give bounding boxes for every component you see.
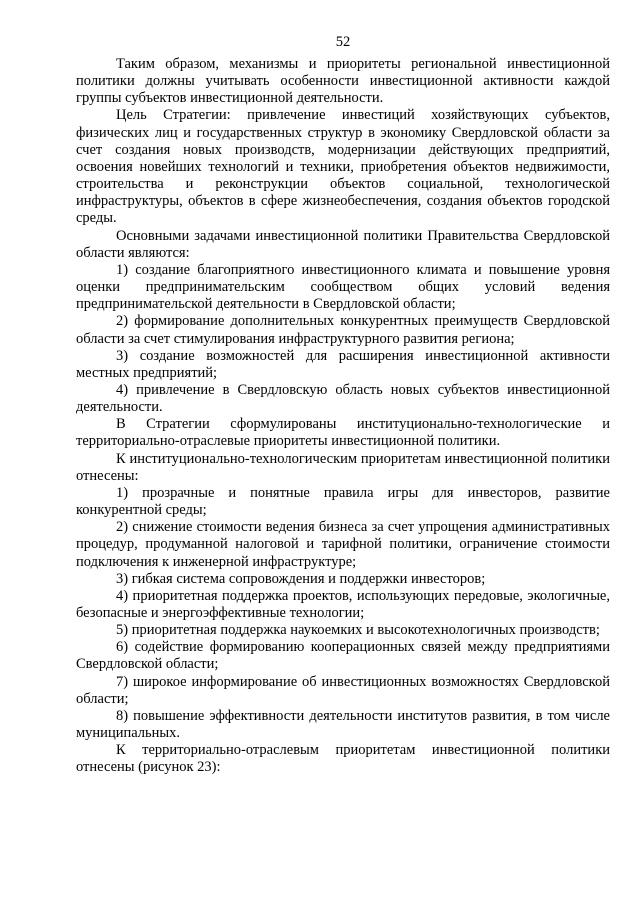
page-number: 52	[335, 34, 351, 50]
paragraph-intro: Таким образом, механизмы и приоритеты региональной инвестиционной политики должны учитывать особенности инвестиционной активности каждой группы субъектов инвестиционной деятельности.	[76, 56, 610, 107]
list-item-priority-4: 4) приоритетная поддержка проектов, использующих передовые, экологичные, безопасные и энергоэффективные технологии;	[76, 587, 610, 621]
list-item-priority-5: 5) приоритетная поддержка наукоемких и высокотехнологичных производств;	[116, 622, 600, 639]
paragraph-tasks-heading: Основными задачами инвестиционной политики Правительства Свердловской области являются:	[76, 227, 610, 261]
document-page	[76, 34, 610, 777]
document-body	[76, 56, 610, 777]
paragraph-institutional-heading: К институционально-технологическим приоритетам инвестиционной политики отнесены:	[76, 450, 610, 484]
list-item-priority-2: 2) снижение стоимости ведения бизнеса за счет упрощения административных процедур, продуманной налоговой и тарифной политики, ограничение стоимости подключения к инженерной инфраструктуре;	[76, 519, 610, 570]
list-item-priority-7: 7) широкое информирование об инвестиционных возможностях Свердловской области;	[76, 673, 610, 707]
paragraph-territorial-heading: К территориально-отраслевым приоритетам инвестиционной политики отнесены (рисунок 23):	[76, 742, 610, 776]
paragraph-priorities-overview: В Стратегии сформулированы институционально-технологические и территориально-отраслевые приоритеты инвестиционной политики.	[76, 416, 610, 450]
list-item-task-4: 4) привлечение в Свердловскую область новых субъектов инвестиционной деятельности.	[76, 381, 610, 416]
paragraph-strategy-goal: Цель Стратегии: привлечение инвестиций хозяйствующих субъектов, физических лиц и государственных структур в экономику Свердловской области за счет создания новых производств, модернизации действующих предприятий, освоения новейших технологий и техники, приобретения объектов недвижимости, строительства и реконструкции объектов социальной, технологической инфраструктуры, объектов в сфере жизнеобеспечения, создания объектов городской среды.	[76, 107, 610, 227]
list-item-priority-8: 8) повышение эффективности деятельности институтов развития, в том числе муниципальных.	[76, 707, 610, 742]
list-item-priority-6: 6) содействие формированию кооперационных связей между предприятиями Свердловской области;	[76, 639, 610, 673]
list-item-priority-3: 3) гибкая система сопровождения и поддержки инвесторов;	[116, 570, 486, 587]
list-item-task-3: 3) создание возможностей для расширения инвестиционной активности местных предприятий;	[76, 347, 610, 381]
list-item-task-2: 2) формирование дополнительных конкурентных преимуществ Свердловской области за счет стимулирования инфраструктурного развития региона;	[76, 313, 610, 347]
list-item-task-1: 1) создание благоприятного инвестиционного климата и повышение уровня оценки предпринимательским сообществом общих условий ведения предпринимательской деятельности в Свердловской области;	[76, 261, 610, 313]
list-item-priority-1: 1) прозрачные и понятные правила игры для инвесторов, развитие конкурентной среды;	[76, 484, 610, 519]
